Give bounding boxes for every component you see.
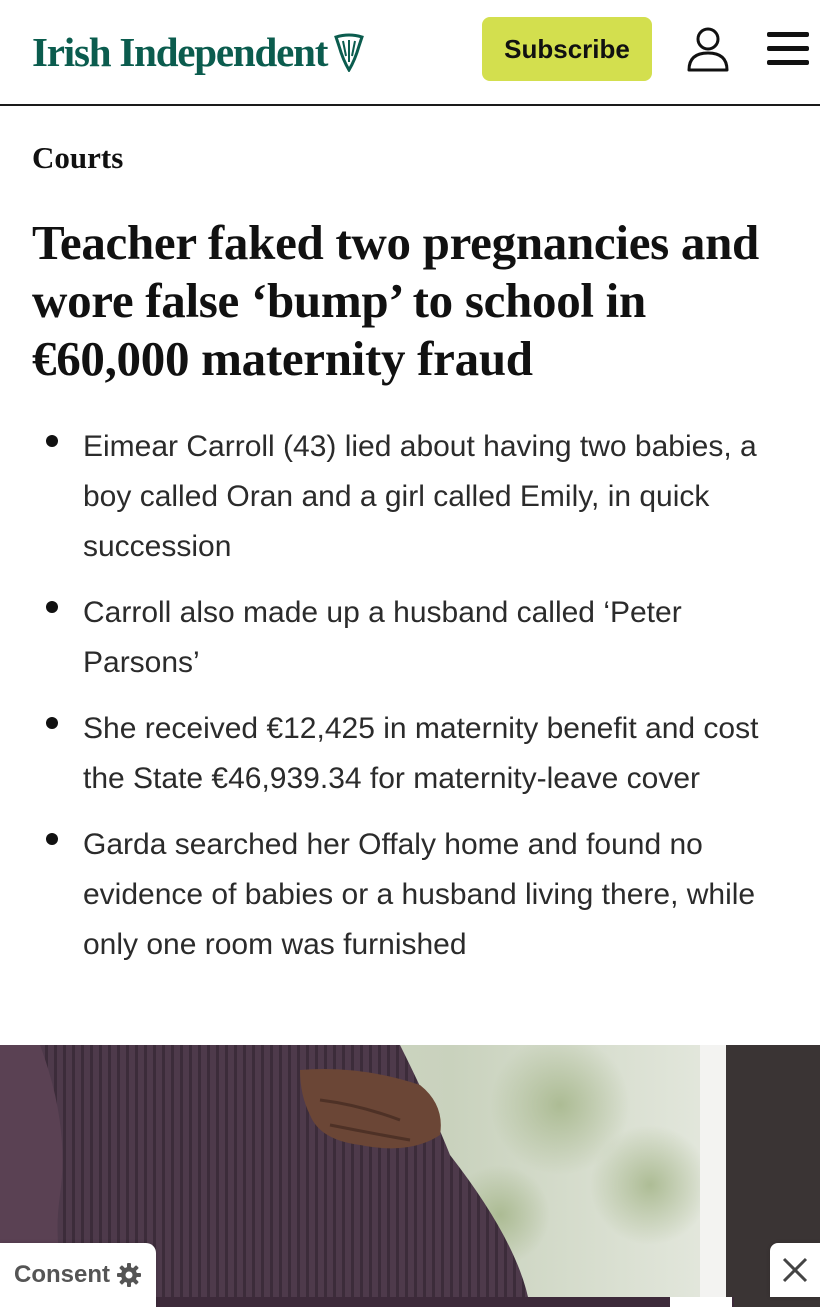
brand-name: Irish Independent bbox=[32, 29, 328, 75]
close-ad-button[interactable] bbox=[770, 1243, 820, 1297]
bullet-dot bbox=[46, 717, 58, 729]
menu-icon[interactable] bbox=[765, 30, 811, 68]
bullet-text: Eimear Carroll (43) lied about having two babies, a boy called Oran and a girl called Emily, in quick succession bbox=[83, 430, 757, 563]
advert-banner[interactable] bbox=[94, 1297, 734, 1307]
bullet-dot bbox=[46, 833, 58, 845]
consent-button[interactable] bbox=[0, 1243, 156, 1307]
gear-icon bbox=[116, 1262, 142, 1288]
close-icon bbox=[781, 1256, 809, 1284]
ad-choices-badge[interactable] bbox=[670, 1297, 732, 1307]
bullet-dot bbox=[46, 435, 58, 447]
user-icon[interactable] bbox=[686, 26, 730, 72]
summary-bullet bbox=[0, 422, 820, 572]
harp-logo-icon bbox=[333, 32, 365, 72]
section-link-courts[interactable]: Courts bbox=[32, 140, 124, 175]
subscribe-button[interactable]: Subscribe bbox=[482, 17, 652, 81]
site-logo[interactable] bbox=[32, 26, 365, 78]
consent-label: Consent bbox=[14, 1261, 110, 1288]
article-headline: Teacher faked two pregnancies and wore false ‘bump’ to school in €60,000 maternity fraud bbox=[32, 215, 759, 386]
bullet-text: She received €12,425 in maternity benefit and cost the State €46,939.34 for maternity-leave cover bbox=[83, 712, 759, 795]
summary-bullet bbox=[0, 588, 820, 688]
summary-bullet bbox=[0, 704, 820, 804]
summary-bullet-list bbox=[0, 422, 820, 986]
site-header bbox=[0, 0, 820, 106]
bullet-text: Carroll also made up a husband called ‘Peter Parsons’ bbox=[83, 596, 682, 679]
bullet-dot bbox=[46, 601, 58, 613]
bullet-text: Garda searched her Offaly home and found no evidence of babies or a husband living there, while only one room was furnished bbox=[83, 828, 756, 961]
summary-bullet bbox=[0, 820, 820, 970]
